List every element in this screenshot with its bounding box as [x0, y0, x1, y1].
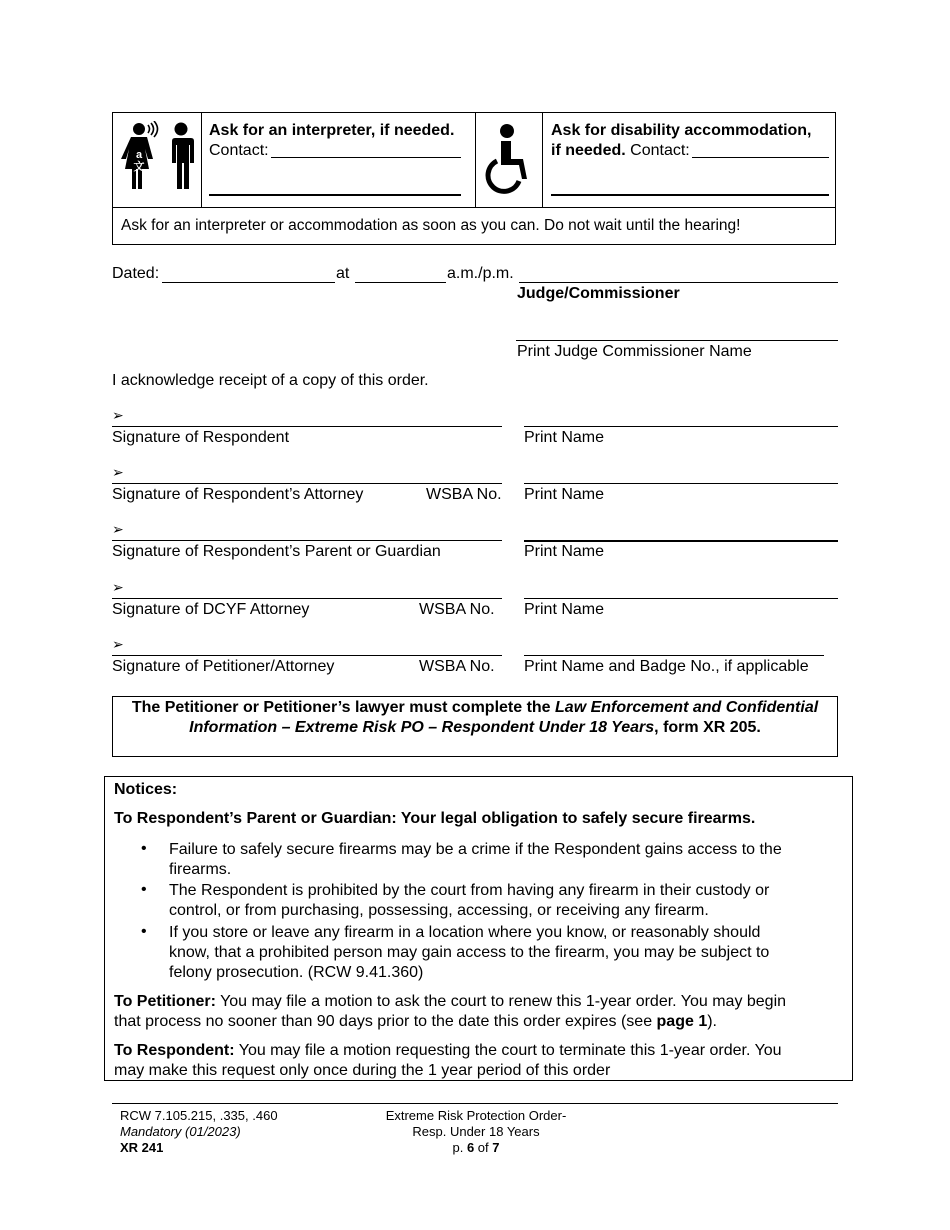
divider: [542, 113, 543, 207]
footer-rcw: RCW 7.105.215, .335, .460: [120, 1108, 278, 1123]
print-judge-name-field[interactable]: [516, 340, 838, 341]
accommodation-line2: [551, 142, 690, 160]
respondent-notice: [114, 1041, 849, 1081]
bullet-icon: •: [141, 923, 147, 940]
petitioner-notice: [114, 992, 849, 1032]
respondent-text: may make this request only once during the 1 year period of this order: [114, 1062, 611, 1079]
page-prefix: p.: [452, 1140, 467, 1155]
accommodation-bold: if needed.: [551, 142, 626, 159]
bullet-icon: •: [141, 881, 147, 898]
bullet-item: [169, 881, 839, 921]
print-name-field[interactable]: [524, 483, 838, 484]
law-enforcement-notice: [112, 696, 838, 757]
respondent-label: To Respondent:: [114, 1042, 235, 1059]
signature-label: Signature of DCYF Attorney: [112, 601, 310, 618]
footer-center: [366, 1108, 586, 1156]
footer-form-number: XR 241: [120, 1140, 164, 1155]
acknowledge-text: I acknowledge receipt of a copy of this order.: [112, 372, 429, 389]
arrow-marker-icon: ➢: [112, 636, 124, 652]
interpreter-contact-field[interactable]: [271, 157, 461, 158]
print-name-field[interactable]: [524, 598, 838, 599]
bullet-line: control, or from purchasing, possessing, accessing, or receiving any firearm.: [169, 902, 709, 919]
notices-box: [104, 776, 853, 1081]
respondent-signature-field[interactable]: [112, 426, 502, 427]
dcyf-attorney-signature-field[interactable]: [112, 598, 502, 599]
print-name-label: Print Name: [524, 429, 605, 446]
respondent-attorney-signature-field[interactable]: [112, 483, 502, 484]
divider: [475, 113, 476, 207]
dated-label: Dated:: [112, 265, 160, 282]
svg-text:文: 文: [133, 161, 145, 173]
petitioner-text: ).: [707, 1013, 717, 1030]
bullet-line: Failure to safely secure firearms may be a crime if the Respondent gains access to the: [169, 841, 782, 858]
print-name-label: Print Name and Badge No., if applicable: [524, 658, 809, 675]
interpreter-title: Ask for an interpreter, if needed.: [209, 122, 455, 139]
page-number: 6: [466, 1140, 475, 1155]
petitioner-label: To Petitioner:: [114, 993, 216, 1010]
signature-label: Signature of Petitioner/Attorney: [112, 658, 335, 675]
signature-label: Signature of Respondent: [112, 429, 290, 446]
divider: [201, 113, 202, 207]
interpreter-icon: [119, 121, 197, 193]
signature-label: Signature of Respondent’s Parent or Guardian: [112, 543, 441, 560]
accommodation-title: Ask for disability accommodation,: [551, 122, 812, 139]
print-name-field[interactable]: [524, 540, 838, 542]
page-of: of: [474, 1140, 493, 1155]
judge-signature-field[interactable]: [519, 282, 838, 283]
notice-text: The Petitioner or Petitioner’s lawyer must complete the: [131, 699, 556, 716]
accommodation-contact-field[interactable]: [692, 157, 829, 158]
arrow-marker-icon: ➢: [112, 464, 124, 480]
wsba-label: WSBA No.: [419, 601, 495, 618]
time-field[interactable]: [355, 282, 446, 283]
arrow-marker-icon: ➢: [112, 407, 124, 423]
print-name-field[interactable]: [524, 426, 838, 427]
wheelchair-icon: [485, 123, 533, 195]
interpreter-contact-field-2[interactable]: [209, 194, 461, 196]
accommodation-contact-label: Contact:: [630, 142, 690, 159]
footer-title: Resp. Under 18 Years: [412, 1124, 540, 1139]
bullet-item: [169, 923, 839, 983]
at-label: at: [336, 265, 350, 282]
bullet-line: If you store or leave any firearm in a location where you know, or reasonably should: [169, 924, 761, 941]
bullet-line: firearms.: [169, 861, 232, 878]
judge-label: Judge/Commissioner: [517, 285, 680, 302]
date-field[interactable]: [162, 282, 335, 283]
print-judge-label: Print Judge Commissioner Name: [517, 343, 752, 360]
footer-title: Extreme Risk Protection Order-: [385, 1108, 567, 1123]
ampm-label: a.m./p.m.: [447, 265, 514, 282]
footer-page: [366, 1140, 586, 1156]
svg-text:a: a: [135, 149, 143, 161]
divider: [113, 207, 835, 208]
parent-guardian-heading: To Respondent’s Parent or Guardian: Your legal obligation to safely secure firearms.: [114, 810, 756, 827]
page-reference: page 1: [656, 1013, 708, 1030]
petitioner-signature-field[interactable]: [112, 655, 502, 656]
page-total: 7: [492, 1140, 500, 1155]
accommodation-contact-field-2[interactable]: [551, 194, 829, 196]
arrow-marker-icon: ➢: [112, 579, 124, 595]
notices-heading: Notices:: [114, 781, 178, 798]
print-name-badge-field[interactable]: [524, 655, 824, 656]
arrow-marker-icon: ➢: [112, 521, 124, 537]
print-name-label: Print Name: [524, 601, 605, 618]
print-name-label: Print Name: [524, 543, 605, 560]
wsba-label: WSBA No.: [419, 658, 495, 675]
signature-label: Signature of Respondent’s Attorney: [112, 486, 364, 503]
footer-mandatory: Mandatory (01/2023): [120, 1124, 241, 1139]
notice-form-title: Law Enforcement and Confidential Information – Extreme Risk PO – Respondent Under 18 Years: [189, 699, 819, 736]
bullet-line: know, that a prohibited person may gain access to the firearm, you may be subject to: [169, 944, 770, 961]
petitioner-text: that process no sooner than 90 days prior to the date this order expires (see: [114, 1013, 657, 1030]
interpreter-reminder: Ask for an interpreter or accommodation as soon as you can. Do not wait until the hearing!: [121, 217, 741, 234]
bullet-line: The Respondent is prohibited by the court from having any firearm in their custody or: [169, 882, 770, 899]
print-name-label: Print Name: [524, 486, 605, 503]
footer-rule: [112, 1103, 838, 1104]
bullet-icon: •: [141, 840, 147, 857]
petitioner-text: You may file a motion to ask the court to renew this 1-year order. You may begin: [215, 993, 787, 1010]
interpreter-accommodation-box: [112, 112, 836, 245]
parent-guardian-signature-field[interactable]: [112, 540, 502, 541]
wsba-label: WSBA No.: [426, 486, 502, 503]
footer-left: [120, 1108, 278, 1156]
notice-form-number: , form XR 205.: [654, 719, 761, 736]
interpreter-contact-label: Contact:: [209, 142, 269, 159]
bullet-item: [169, 840, 839, 880]
respondent-text: You may file a motion requesting the court to terminate this 1-year order. You: [234, 1042, 782, 1059]
bullet-line: felony prosecution. (RCW 9.41.360): [169, 964, 424, 981]
